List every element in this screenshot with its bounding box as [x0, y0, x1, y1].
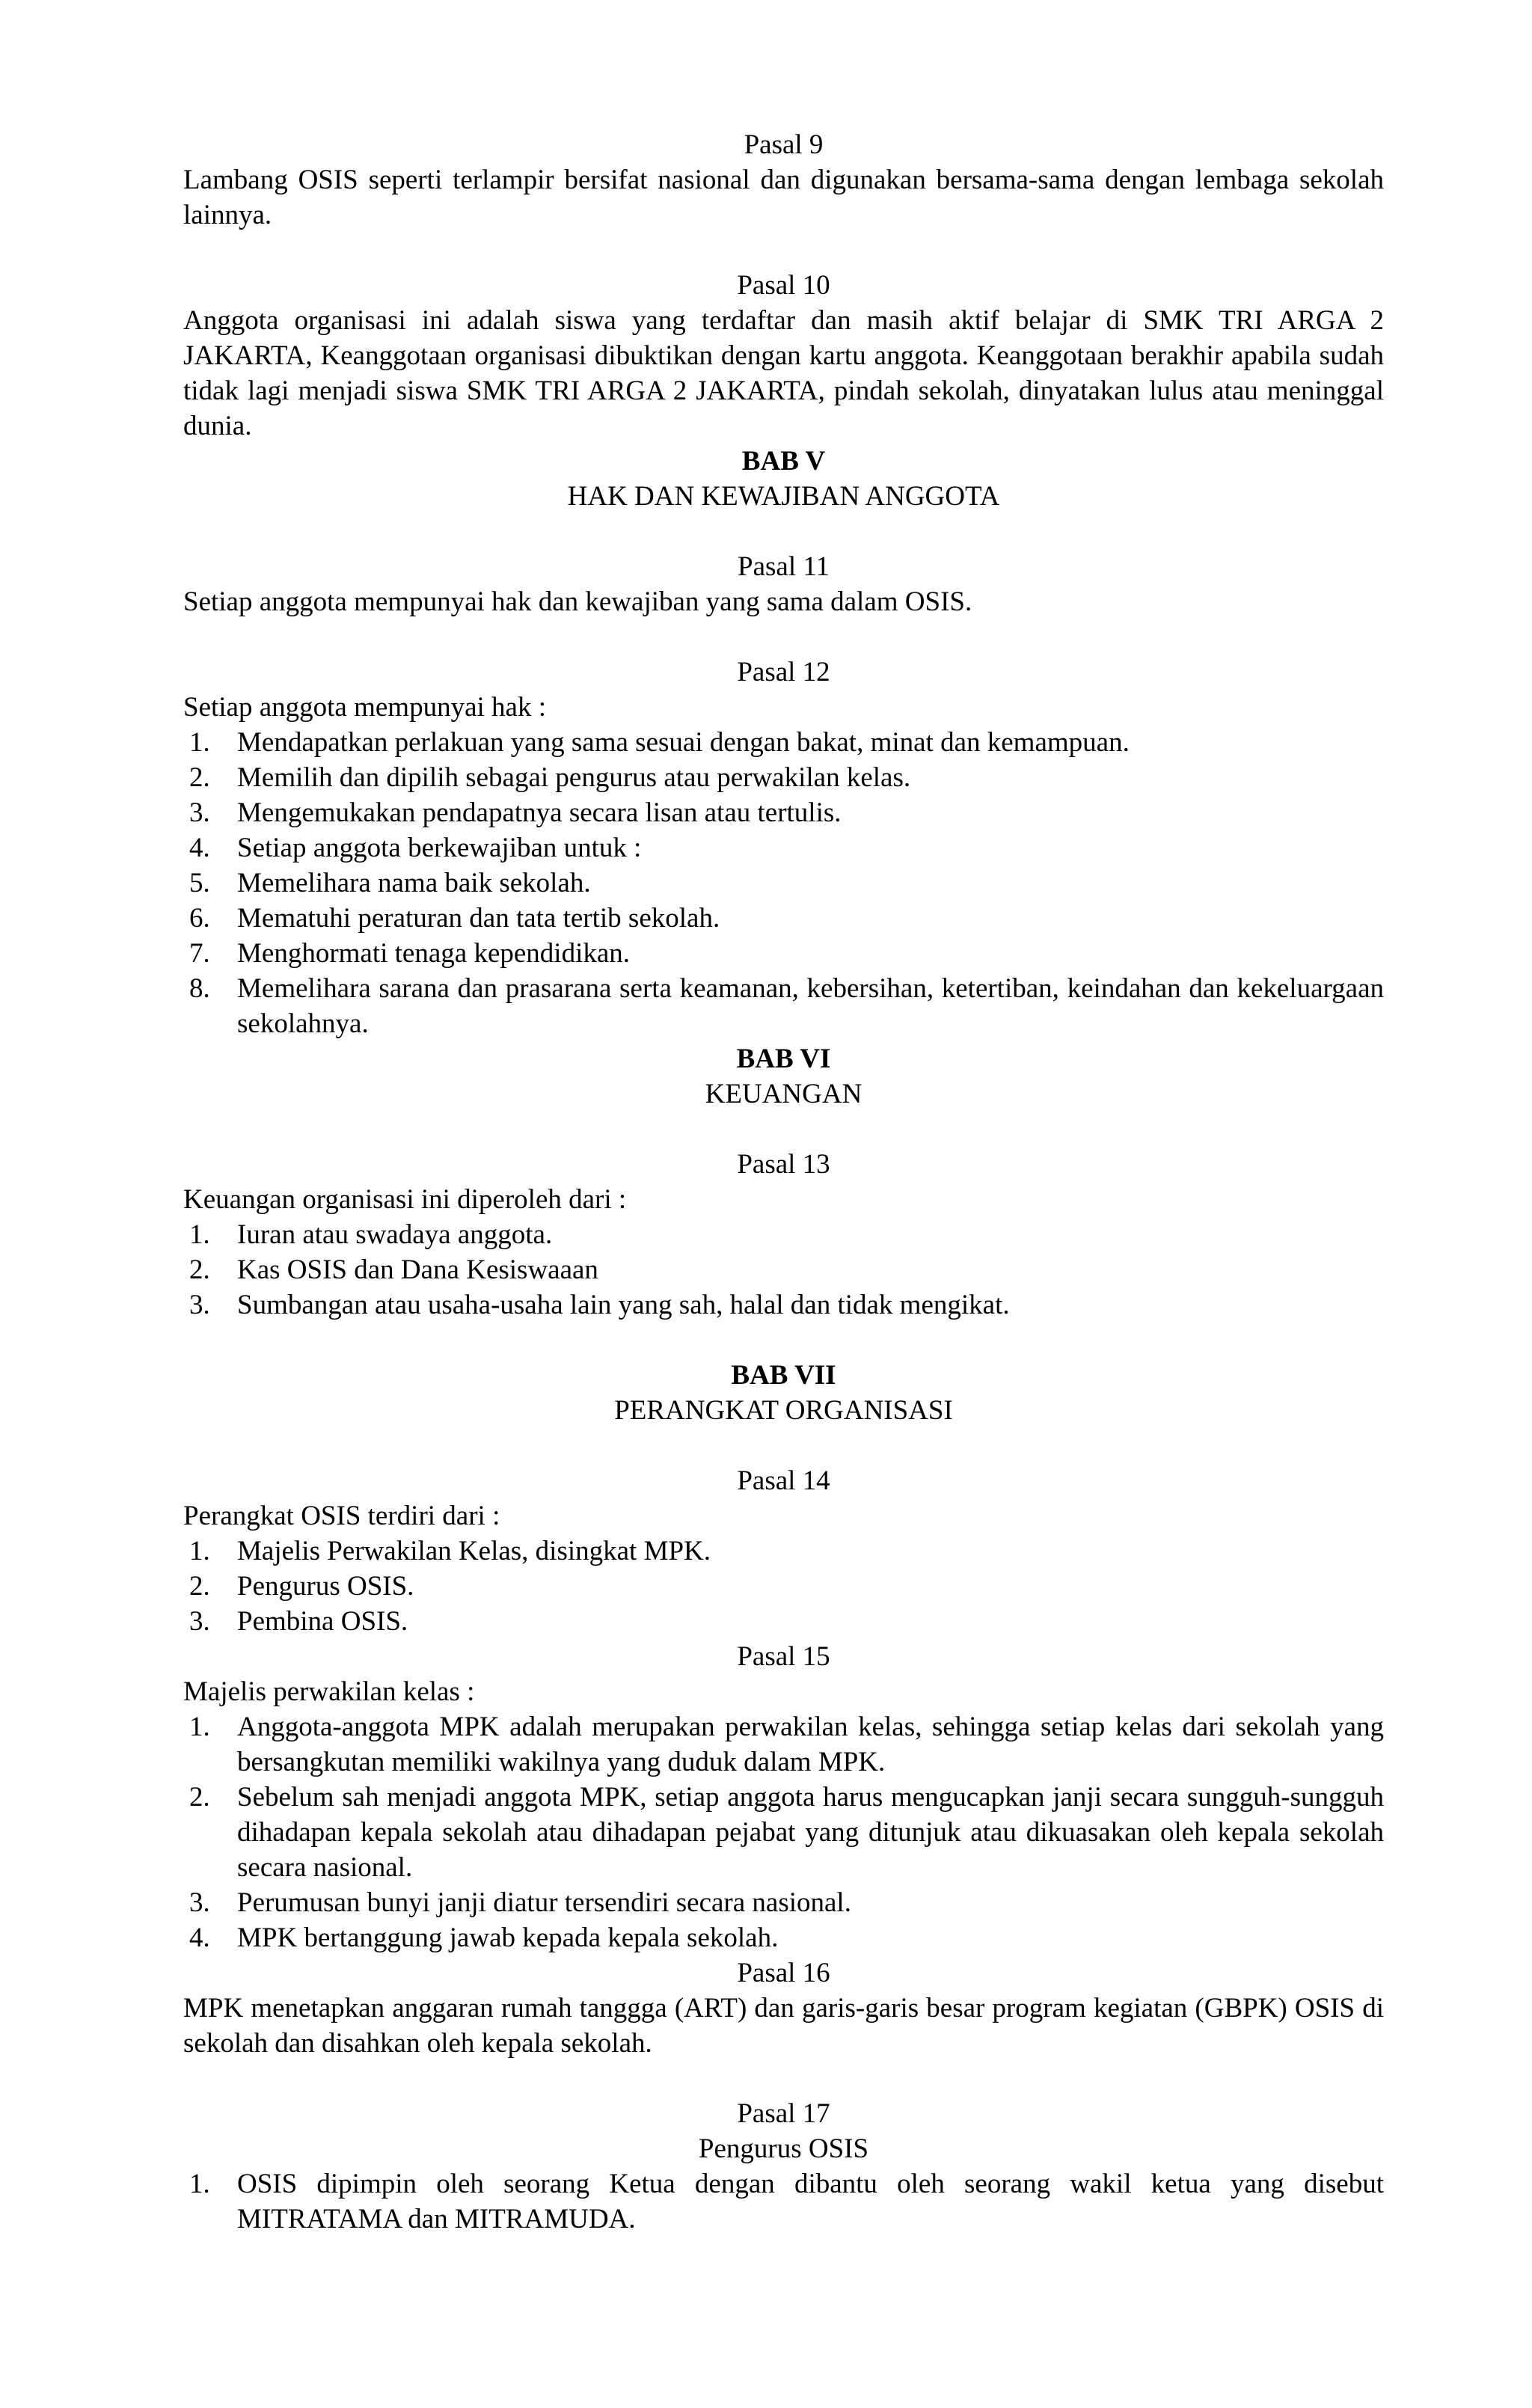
document-page — [183, 127, 1384, 2237]
list-item-number: 3. — [189, 1606, 210, 1637]
list-item-number: 3. — [189, 1290, 210, 1320]
list-item-text: Sebelum sah menjadi anggota MPK, setiap anggota harus mengucapkan janji secara sungguh-sungguh dihadapan kepala sekolah atau dihadapan pejabat yang ditunjuk atau dikuasakan oleh kepala sekolah secara nasional. — [237, 1782, 1384, 1883]
pasal-12-intro: Setiap anggota mempunyai hak : — [183, 692, 546, 723]
bab-6-label: BAB VI — [736, 1044, 831, 1074]
pasal-13-heading: Pasal 13 — [737, 1149, 830, 1180]
spacer — [183, 1428, 1384, 1463]
bab-5-title: HAK DAN KEWAJIBAN ANGGOTA — [567, 481, 1000, 512]
list-item-text: Majelis Perwakilan Kelas, disingkat MPK. — [237, 1536, 711, 1566]
pasal-14-heading: Pasal 14 — [737, 1465, 830, 1496]
list-item — [183, 1287, 1384, 1323]
list-item-text: Anggota-anggota MPK adalah merupakan perwakilan kelas, sehingga setiap kelas dari sekolah yang bersangkutan memiliki wakilnya yang duduk dalam MPK. — [237, 1712, 1384, 1777]
list-item — [183, 1709, 1384, 1780]
spacer — [183, 1112, 1384, 1147]
spacer — [183, 2061, 1384, 2096]
list-item-number: 3. — [189, 797, 210, 828]
list-item — [183, 1252, 1384, 1287]
spacer — [183, 1323, 1384, 1358]
list-item-text: Kas OSIS dan Dana Kesiswaaan — [237, 1254, 598, 1285]
list-item-number: 3. — [189, 1887, 210, 1918]
list-item-number: 7. — [189, 938, 210, 969]
bab-7-label: BAB VII — [731, 1360, 836, 1391]
list-item-number: 4. — [189, 1923, 210, 1953]
list-item-text: Mendapatkan perlakuan yang sama sesuai dengan bakat, minat dan kemampuan. — [237, 727, 1130, 758]
pasal-13-list — [183, 1217, 1384, 1323]
list-item-number: 2. — [189, 1782, 210, 1813]
list-item-text: Sumbangan atau usaha-usaha lain yang sah, halal dan tidak mengikat. — [237, 1290, 1010, 1320]
spacer — [183, 233, 1384, 268]
pasal-15-intro: Majelis perwakilan kelas : — [183, 1676, 475, 1707]
pasal-9-heading: Pasal 9 — [744, 129, 824, 160]
pasal-14-list — [183, 1534, 1384, 1639]
pasal-10-heading: Pasal 10 — [737, 270, 830, 301]
list-item — [183, 1534, 1384, 1569]
pasal-12-list — [183, 725, 1384, 1041]
pasal-10-text: Anggota organisasi ini adalah siswa yang terdaftar dan masih aktif belajar di SMK TRI ARGA 2 JAKARTA, Keanggotaan organisasi dibuktikan dengan kartu anggota. Keanggotaan berakhir apabila sudah tidak lagi menjadi siswa SMK TRI ARGA 2 JAKARTA, pindah sekolah, dinyatakan lulus atau meninggal dunia. — [183, 305, 1384, 441]
pasal-13-intro: Keuangan organisasi ini diperoleh dari : — [183, 1184, 627, 1215]
list-item-text: Mengemukakan pendapatnya secara lisan atau tertulis. — [237, 797, 842, 828]
pasal-15-list — [183, 1709, 1384, 1955]
list-item-text: MPK bertanggung jawab kepada kepala sekolah. — [237, 1923, 779, 1953]
bab-6-title: KEUANGAN — [705, 1079, 862, 1109]
pasal-16-text: MPK menetapkan anggaran rumah tanggga (ART) dan garis-garis besar program kegiatan (GBPK) OSIS di sekolah dan disahkan oleh kepala sekolah. — [183, 1993, 1384, 2059]
list-item-text: Menghormati tenaga kependidikan. — [237, 938, 631, 969]
pasal-9-text: Lambang OSIS seperti terlampir bersifat nasional dan digunakan bersama-sama dengan lembaga sekolah lainnya. — [183, 165, 1384, 230]
list-item-number: 2. — [189, 1254, 210, 1285]
list-item — [183, 1920, 1384, 1955]
list-item — [183, 1885, 1384, 1920]
list-item-text: Iuran atau swadaya anggota. — [237, 1219, 553, 1250]
list-item-number: 1. — [189, 1219, 210, 1250]
spacer — [183, 619, 1384, 655]
list-item — [183, 971, 1384, 1041]
list-item-number: 6. — [189, 903, 210, 934]
pasal-12-heading: Pasal 12 — [737, 657, 830, 687]
list-item — [183, 901, 1384, 936]
list-item — [183, 725, 1384, 760]
list-item — [183, 760, 1384, 795]
list-item — [183, 1217, 1384, 1252]
list-item-text: Memilih dan dipilih sebagai pengurus atau perwakilan kelas. — [237, 762, 911, 793]
spacer — [183, 514, 1384, 549]
list-item — [183, 2166, 1384, 2237]
pasal-16-heading: Pasal 16 — [737, 1958, 830, 1988]
list-item-number: 4. — [189, 833, 210, 863]
list-item — [183, 936, 1384, 971]
list-item — [183, 830, 1384, 866]
list-item-number: 2. — [189, 1571, 210, 1602]
list-item — [183, 1604, 1384, 1639]
list-item-number: 8. — [189, 973, 210, 1004]
list-item-number: 5. — [189, 868, 210, 898]
bab-7-title: PERANGKAT ORGANISASI — [614, 1395, 953, 1426]
pasal-17-heading: Pasal 17 — [737, 2098, 830, 2129]
pasal-11-heading: Pasal 11 — [738, 551, 830, 582]
list-item — [183, 795, 1384, 830]
list-item-number: 1. — [189, 727, 210, 758]
list-item-text: OSIS dipimpin oleh seorang Ketua dengan dibantu oleh seorang wakil ketua yang disebut MITRATAMA dan MITRAMUDA. — [237, 2169, 1384, 2234]
list-item-number: 1. — [189, 2169, 210, 2199]
list-item-text: Pengurus OSIS. — [237, 1571, 414, 1602]
list-item-number: 1. — [189, 1536, 210, 1566]
list-item-text: Pembina OSIS. — [237, 1606, 408, 1637]
list-item-number: 1. — [189, 1712, 210, 1742]
list-item-text: Memelihara sarana dan prasarana serta keamanan, kebersihan, ketertiban, keindahan dan kekeluargaan sekolahnya. — [237, 973, 1384, 1039]
list-item-text: Memelihara nama baik sekolah. — [237, 868, 591, 898]
list-item-text: Perumusan bunyi janji diatur tersendiri secara nasional. — [237, 1887, 851, 1918]
list-item — [183, 866, 1384, 901]
pasal-17-subtitle: Pengurus OSIS — [698, 2133, 869, 2164]
list-item-text: Setiap anggota berkewajiban untuk : — [237, 833, 642, 863]
pasal-11-text: Setiap anggota mempunyai hak dan kewajiban yang sama dalam OSIS. — [183, 586, 972, 617]
pasal-14-intro: Perangkat OSIS terdiri dari : — [183, 1501, 500, 1531]
list-item-number: 2. — [189, 762, 210, 793]
list-item — [183, 1780, 1384, 1885]
list-item — [183, 1569, 1384, 1604]
pasal-15-heading: Pasal 15 — [737, 1641, 830, 1672]
bab-5-label: BAB V — [741, 446, 826, 477]
list-item-text: Mematuhi peraturan dan tata tertib sekolah. — [237, 903, 720, 934]
pasal-17-list — [183, 2166, 1384, 2237]
